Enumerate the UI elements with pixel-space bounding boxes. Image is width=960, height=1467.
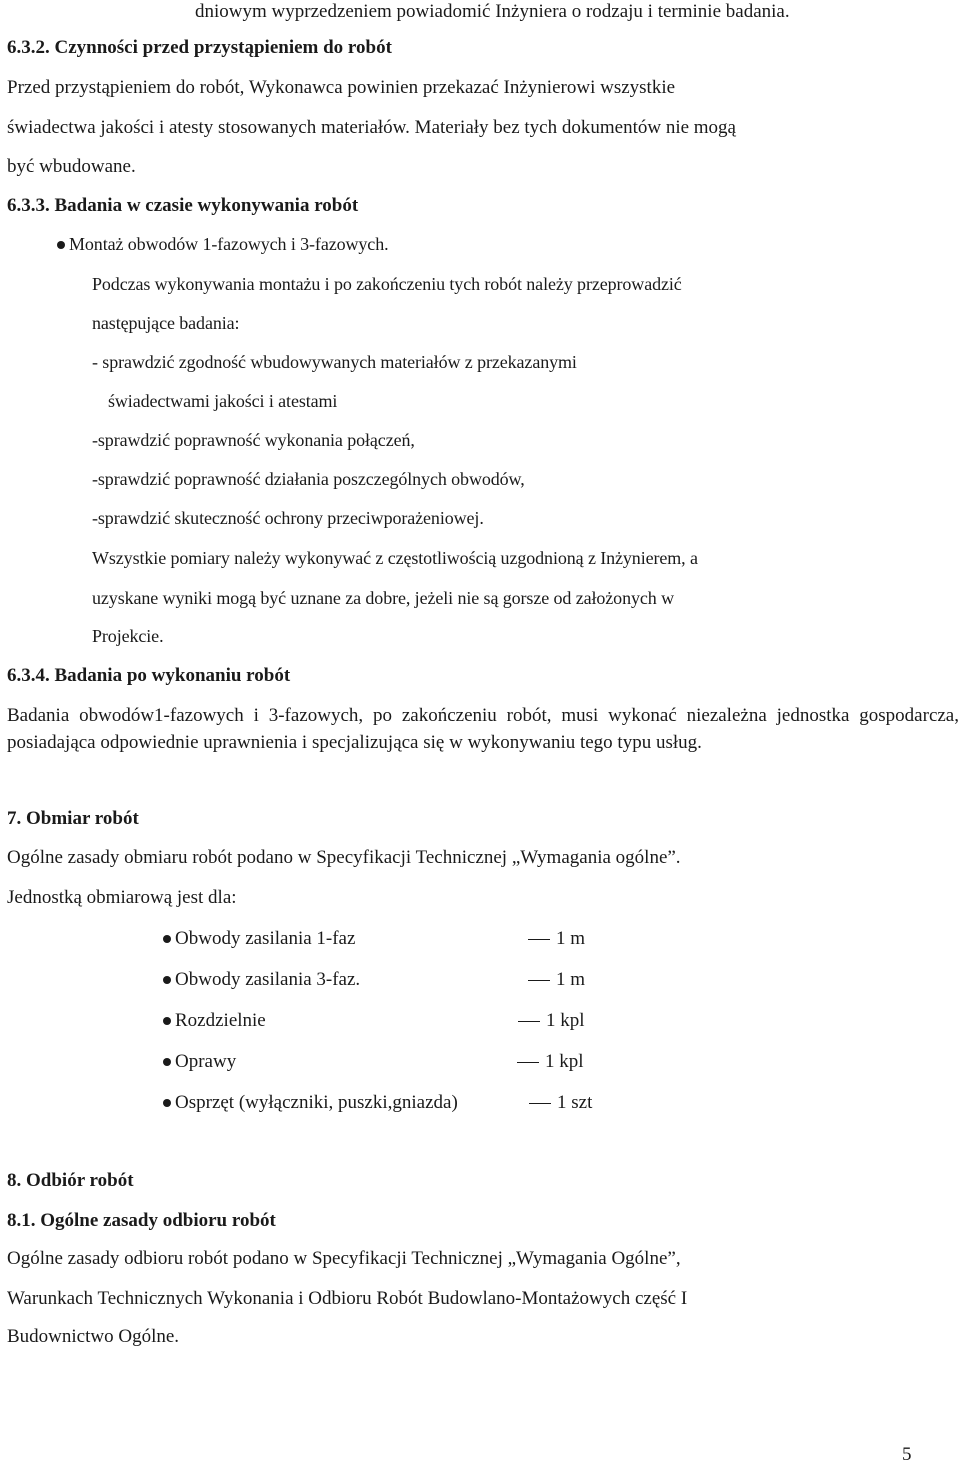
paragraph-line: być wbudowane. bbox=[7, 156, 136, 177]
bullet-icon bbox=[163, 1058, 171, 1066]
paragraph-line: Warunkach Technicznych Wykonania i Odbioru Robót Budowlano-Montażowych część I bbox=[7, 1288, 688, 1309]
page-number: 5 bbox=[902, 1444, 912, 1465]
dash-icon bbox=[528, 980, 550, 981]
paragraph-line: następujące badania: bbox=[92, 313, 240, 333]
unit-value-text: 1 m bbox=[556, 969, 586, 990]
continuation-line: dniowym wyprzedzeniem powiadomić Inżyniera o rodzaju i terminie badania. bbox=[195, 1, 790, 22]
unit-item bbox=[163, 1050, 236, 1074]
dash-icon bbox=[518, 1021, 540, 1022]
dash-icon bbox=[517, 1062, 539, 1063]
bullet-icon bbox=[163, 976, 171, 984]
unit-value bbox=[529, 1091, 592, 1115]
unit-value-text: 1 m bbox=[556, 928, 586, 949]
paragraph-line: świadectwa jakości i atesty stosowanych materiałów. Materiały bez tych dokumentów nie mogą bbox=[7, 117, 736, 138]
heading-6-3-2: 6.3.2. Czynności przed przystąpieniem do robót bbox=[7, 37, 392, 58]
unit-item bbox=[163, 927, 355, 951]
unit-value bbox=[518, 1009, 585, 1033]
paragraph-line: Podczas wykonywania montażu i po zakończeniu tych robót należy przeprowadzić bbox=[92, 274, 682, 294]
unit-item-label: Oprawy bbox=[175, 1051, 237, 1072]
unit-value bbox=[528, 968, 585, 992]
list-line: -sprawdzić poprawność wykonania połączeń, bbox=[92, 430, 415, 450]
paragraph-6-3-4: Badania obwodów1-fazowych i 3-fazowych, po zakończeniu robót, musi wykonać niezależna jednostka gospodarcza, posiadająca odpowiednie uprawnienia i specjalizująca się w wykonywaniu tego typu usług. bbox=[7, 705, 959, 753]
unit-value-text: 1 kpl bbox=[546, 1010, 585, 1031]
unit-item bbox=[163, 1009, 266, 1033]
paragraph-line: Projekcie. bbox=[92, 626, 164, 646]
unit-value-text: 1 kpl bbox=[545, 1051, 584, 1072]
paragraph-line: Budownictwo Ogólne. bbox=[7, 1326, 180, 1347]
unit-item-label: Rozdzielnie bbox=[175, 1010, 266, 1031]
list-line: -sprawdzić skuteczność ochrony przeciwporażeniowej. bbox=[92, 508, 484, 528]
heading-6-3-4: 6.3.4. Badania po wykonaniu robót bbox=[7, 665, 291, 686]
list-line: - sprawdzić zgodność wbudowywanych materiałów z przekazanymi bbox=[92, 352, 577, 372]
bullet-icon bbox=[57, 241, 65, 249]
paragraph-line: uzyskane wyniki mogą być uznane za dobre, jeżeli nie są gorsze od założonych w bbox=[92, 588, 674, 608]
list-line: -sprawdzić poprawność działania poszczególnych obwodów, bbox=[92, 469, 525, 489]
paragraph-line: Ogólne zasady obmiaru robót podano w Specyfikacji Technicznej „Wymagania ogólne”. bbox=[7, 847, 681, 868]
heading-8: 8. Odbiór robót bbox=[7, 1170, 134, 1191]
heading-8-1: 8.1. Ogólne zasady odbioru robót bbox=[7, 1210, 276, 1231]
dash-icon bbox=[528, 939, 550, 940]
unit-item-label: Obwody zasilania 1-faz bbox=[175, 928, 356, 949]
list-line: świadectwami jakości i atestami bbox=[108, 391, 338, 411]
paragraph-line: Przed przystąpieniem do robót, Wykonawca powinien przekazać Inżynierowi wszystkie bbox=[7, 77, 676, 98]
paragraph-line: Jednostką obmiarową jest dla: bbox=[7, 887, 237, 908]
heading-6-3-3: 6.3.3. Badania w czasie wykonywania robót bbox=[7, 195, 359, 216]
paragraph-line: Wszystkie pomiary należy wykonywać z częstotliwością uzgodnioną z Inżynierem, a bbox=[92, 548, 698, 568]
bullet-icon bbox=[163, 1017, 171, 1025]
unit-value bbox=[517, 1050, 584, 1074]
unit-item bbox=[163, 1091, 458, 1115]
unit-item bbox=[163, 968, 360, 992]
bullet-icon bbox=[163, 1099, 171, 1107]
heading-7: 7. Obmiar robót bbox=[7, 808, 139, 829]
unit-value bbox=[528, 927, 585, 951]
unit-item-label: Obwody zasilania 3-faz. bbox=[175, 969, 361, 990]
paragraph-line: Ogólne zasady odbioru robót podano w Specyfikacji Technicznej „Wymagania Ogólne”, bbox=[7, 1248, 681, 1269]
unit-item-label: Osprzęt (wyłączniki, puszki,gniazda) bbox=[175, 1092, 458, 1113]
unit-value-text: 1 szt bbox=[557, 1092, 593, 1113]
bullet-item bbox=[57, 232, 389, 256]
bullet-icon bbox=[163, 935, 171, 943]
dash-icon bbox=[529, 1103, 551, 1104]
bullet-text: Montaż obwodów 1-fazowych i 3-fazowych. bbox=[69, 234, 389, 254]
